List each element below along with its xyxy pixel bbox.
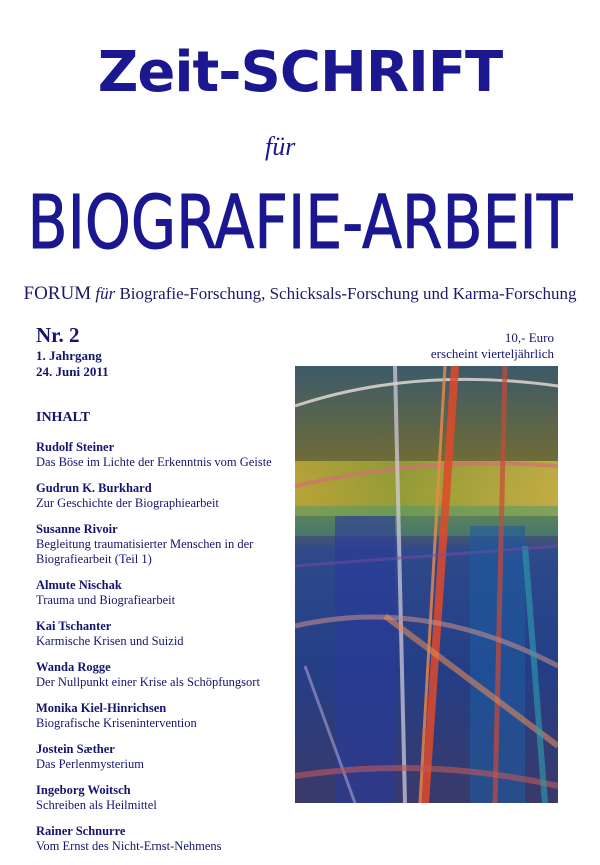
forum-lead: FORUM bbox=[23, 283, 92, 304]
toc-article-title: Vom Ernst des Nicht-Ernst-Nehmens bbox=[36, 839, 222, 853]
magazine-title-bottom bbox=[20, 148, 580, 268]
toc-entry bbox=[36, 522, 291, 567]
toc-entry bbox=[36, 440, 291, 470]
toc-list bbox=[36, 440, 291, 854]
magazine-title-top: Zeit-SCHRIFT bbox=[97, 40, 503, 105]
toc-entry bbox=[36, 619, 291, 649]
toc-article-title: Begleitung traumatisierter Menschen in der Biografiearbeit (Teil 1) bbox=[36, 537, 254, 566]
issue-date: 24. Juni 2011 bbox=[36, 364, 109, 379]
toc-article-title: Biografische Krisenintervention bbox=[36, 716, 197, 730]
issue-number: Nr. 2 bbox=[36, 323, 80, 347]
toc-author: Jostein Sæther bbox=[36, 742, 115, 756]
toc-author: Rainer Schnurre bbox=[36, 824, 126, 838]
cover-painting bbox=[295, 366, 558, 803]
toc-article-title: Das Perlenmysterium bbox=[36, 757, 144, 771]
masthead-connector: für bbox=[265, 132, 296, 161]
frequency: erscheint vierteljährlich bbox=[430, 346, 554, 361]
toc-author: Ingeborg Woitsch bbox=[36, 783, 131, 797]
price: 10,- Euro bbox=[504, 330, 554, 345]
toc-entry bbox=[36, 824, 291, 854]
table-of-contents bbox=[36, 410, 291, 865]
toc-author: Almute Nischak bbox=[36, 578, 122, 592]
toc-entry bbox=[36, 701, 291, 731]
issue-info bbox=[36, 323, 109, 380]
toc-entry bbox=[36, 481, 291, 511]
toc-article-title: Der Nullpunkt einer Krise als Schöpfungsort bbox=[36, 675, 260, 689]
toc-entry bbox=[36, 742, 291, 772]
toc-entry bbox=[36, 578, 291, 608]
toc-article-title: Schreiben als Heilmittel bbox=[36, 798, 157, 812]
toc-author: Gudrun K. Burkhard bbox=[36, 481, 152, 495]
toc-author: Kai Tschanter bbox=[36, 619, 112, 633]
toc-article-title: Trauma und Biografiearbeit bbox=[36, 593, 176, 607]
toc-author: Monika Kiel-Hinrichsen bbox=[36, 701, 167, 715]
magazine-title-bottom-text: BIOGRAFIE-ARBEIT bbox=[27, 180, 574, 266]
toc-heading: INHALT bbox=[36, 410, 90, 425]
toc-author: Susanne Rivoir bbox=[36, 522, 118, 536]
toc-article-title: Zur Geschichte der Biographiearbeit bbox=[36, 496, 219, 510]
issue-year: 1. Jahrgang bbox=[36, 348, 102, 363]
toc-entry bbox=[36, 783, 291, 813]
toc-author: Wanda Rogge bbox=[36, 660, 111, 674]
price-info bbox=[431, 330, 554, 362]
toc-author: Rudolf Steiner bbox=[36, 440, 115, 454]
forum-line bbox=[0, 283, 600, 305]
toc-entry bbox=[36, 660, 291, 690]
forum-connector: für bbox=[95, 284, 116, 303]
forum-topics: Biografie-Forschung, Schicksals-Forschung und Karma-Forschung bbox=[119, 284, 577, 303]
toc-article-title: Das Böse im Lichte der Erkenntnis vom Geiste bbox=[36, 455, 272, 469]
toc-article-title: Karmische Krisen und Suizid bbox=[36, 634, 184, 648]
